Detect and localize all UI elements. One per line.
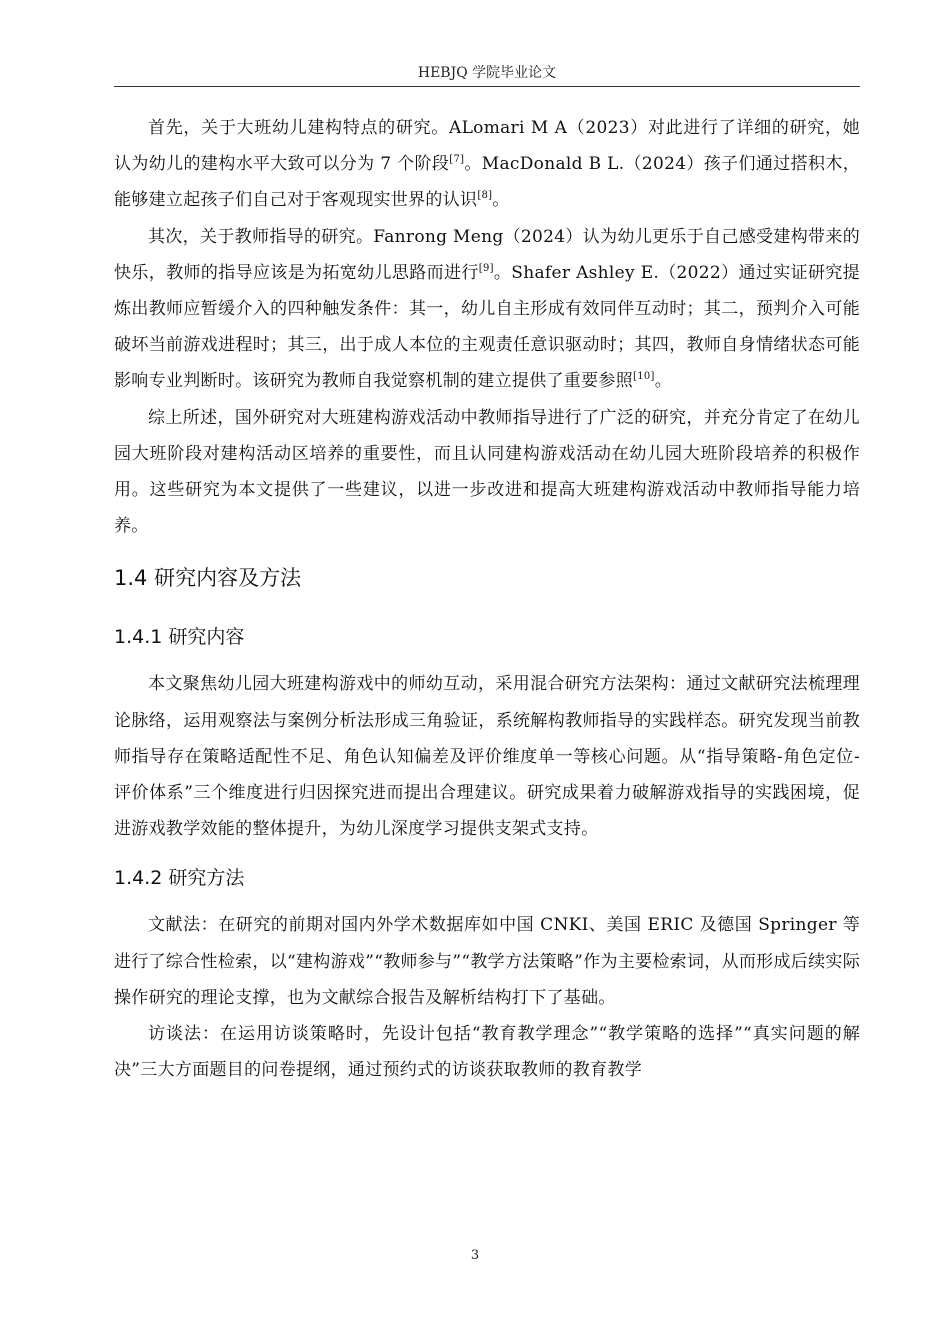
- citation-ref-8: [8]: [477, 190, 493, 202]
- citation-ref-9: [9]: [478, 262, 494, 274]
- paragraph-construction-characteristics: [114, 110, 860, 219]
- paragraph-text: 。: [492, 190, 510, 211]
- paragraph-literature-method: 文献法：在研究的前期对国内外学术数据库如中国 CNKI、美国 ERIC 及德国 Springer 等进行了综合性检索，以“建构游戏”“教师参与”“教学方法策略”作为主要检索词，从而形成后续实际操作研究的理论支撑，也为文献综合报告及解析结构打下了基础。: [114, 915, 860, 1008]
- paragraph-text: 。Shafer Ashley E.（2022）通过实证研究提炼出教师应暂缓介入的四种触发条件：其一，幼儿自主形成有效同伴互动时；其二，预判介入可能破坏当前游戏进程时；其三，出于成人本位的主观责任意识驱动时；其四，教师自身情绪状态可能影响专业判断时。该研究为教师自我觉察机制的建立提供了重要参照: [114, 262, 860, 392]
- subsection-heading-1-4-1: 1.4.1 研究内容: [114, 626, 245, 649]
- citation-ref-10: [10]: [633, 371, 655, 383]
- paragraph-text: 。MacDonald B L.（2024）孩子们通过搭积木，能够建立起孩子们自己对于客观现实世界的认识: [114, 154, 860, 211]
- section-heading-1-4: 1.4 研究内容及方法: [114, 566, 302, 591]
- citation-ref-7: [7]: [449, 154, 465, 166]
- paragraph-text: 首先，关于大班幼儿建构特点的研究。ALomari M A（2023）对此进行了详细的研究，她认为幼儿的建构水平大致可以分为 7 个阶段: [114, 118, 860, 175]
- paragraph-interview-method: 访谈法：在运用访谈策略时，先设计包括“教育教学理念”“教学策略的选择”“真实问题的解决”三大方面题目的问卷提纲，通过预约式的访谈获取教师的教育教学: [114, 1024, 860, 1081]
- subsection-heading-1-4-2: 1.4.2 研究方法: [114, 867, 245, 890]
- paragraph-text: 其次，关于教师指导的研究。Fanrong Meng（2024）认为幼儿更乐于自己感受建构带来的快乐，教师的指导应该是为拓宽幼儿思路而进行: [114, 226, 860, 283]
- page-header: HEBJQ 学院毕业论文: [417, 65, 557, 81]
- paragraph-research-content: 本文聚焦幼儿园大班建构游戏中的师幼互动，采用混合研究方法架构：通过文献研究法梳理理论脉络，运用观察法与案例分析法形成三角验证，系统解构教师指导的实践样态。研究发现当前教师指导存在策略适配性不足、角色认知偏差及评价维度单一等核心问题。从“指导策略-角色定位-评价体系”三个维度进行归因探究进而提出合理建议。研究成果着力破解游戏指导的实践困境，促进游戏教学效能的整体提升，为幼儿深度学习提供支架式支持。: [114, 674, 860, 840]
- header-divider: [114, 86, 860, 87]
- paragraph-teacher-guidance: [114, 219, 860, 400]
- page-number: 3: [470, 1248, 480, 1263]
- paragraph-summary: 综上所述，国外研究对大班建构游戏活动中教师指导进行了广泛的研究，并充分肯定了在幼儿园大班阶段对建构活动区培养的重要性，而且认同建构游戏活动在幼儿园大班阶段培养的积极作用。这些研究为本文提供了一些建议，以进一步改进和提高大班建构游戏活动中教师指导能力培养。: [114, 407, 860, 537]
- page-body: [114, 110, 860, 1088]
- paragraph-text: 。: [654, 371, 673, 392]
